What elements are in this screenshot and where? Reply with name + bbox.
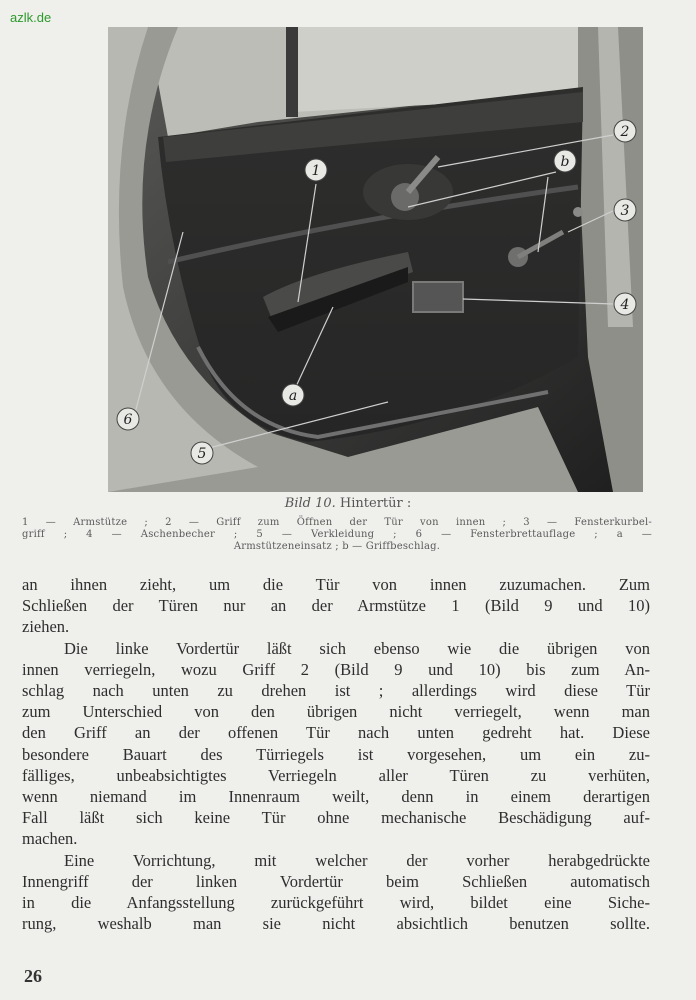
callout-label-4: 4 <box>620 297 630 313</box>
callout-label-a: a <box>288 388 298 404</box>
callout-label-b: b <box>560 154 570 170</box>
callout-label-3: 3 <box>620 203 630 219</box>
text-line: zum Unterschied von den übrigen nicht verriegelt, wenn man <box>22 702 650 722</box>
figure-caption <box>0 496 696 511</box>
text-line: schlag nach unten zu drehen ist ; allerdings wird diese Tür <box>22 681 650 701</box>
legend-line: griff ; 4 — Aschenbecher ; 5 — Verkleidung ; 6 — Fensterbrettauflage ; a — <box>22 529 652 540</box>
callout-label-6: 6 <box>123 412 133 428</box>
callout-label-1: 1 <box>311 163 321 179</box>
text-line: Fall läßt sich keine Tür ohne mechanische Beschädigung auf- <box>22 808 650 828</box>
figure-title: Hintertür : <box>339 496 412 511</box>
text-line: ziehen. <box>22 617 70 637</box>
text-line: innen verriegeln, wozu Griff 2 (Bild 9 und 10) bis zum An- <box>22 659 650 679</box>
text-line: den Griff an der offenen Tür nach unten gedreht hat. Diese <box>22 723 650 743</box>
text-line: Innengriff der linken Vordertür beim Schließen automatisch <box>22 871 650 891</box>
text-line: Schließen der Türen nur an der Armstütze 1 (Bild 9 und 10) <box>22 596 650 616</box>
callout-label-2: 2 <box>620 124 630 140</box>
body-text <box>22 574 650 934</box>
figure-legend <box>22 517 652 553</box>
text-line: machen. <box>22 829 78 849</box>
text-line: rung, weshalb man sie nicht absichtlich benutzen sollte. <box>22 914 650 934</box>
text-line: wenn niemand im Innenraum weilt, denn in einem derartigen <box>22 787 650 807</box>
legend-line: Armstützeneinsatz ; b — Griffbeschlag. <box>233 541 441 552</box>
text-line: besondere Bauart des Türriegels ist vorgesehen, um ein zu- <box>22 744 650 764</box>
legend-line: 1 — Armstütze ; 2 — Griff zum Öffnen der Tür von innen ; 3 — Fensterkurbel- <box>22 517 652 528</box>
text-line: Die linke Vordertür läßt sich ebenso wie die übrigen von <box>64 638 650 658</box>
text-line: Eine Vorrichtung, mit welcher der vorher herabgedrückte <box>64 850 650 870</box>
door-photo <box>108 27 643 492</box>
text-line: fälliges, unbeabsichtigtes Verriegeln aller Türen zu verhüten, <box>22 765 650 785</box>
page-number: 26 <box>24 966 42 986</box>
text-line: an ihnen zieht, um die Tür von innen zuzumachen. Zum <box>22 575 650 594</box>
rear-door-illustration <box>108 27 643 492</box>
figure-number: Bild 10. <box>284 496 336 511</box>
text-line: in die Anfangsstellung zurückgeführt wird, bildet eine Siche- <box>22 893 650 913</box>
watermark-text: azlk.de <box>10 10 52 25</box>
callout-label-5: 5 <box>197 446 207 462</box>
